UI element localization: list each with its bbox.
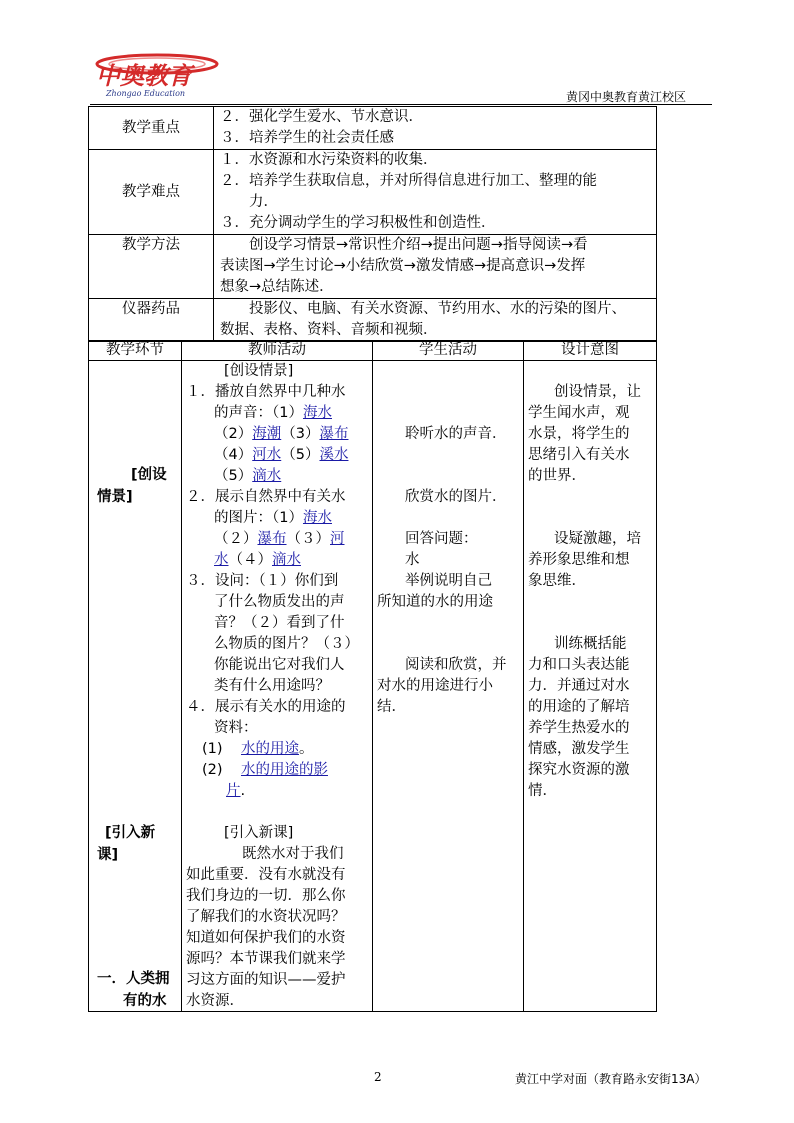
text-line: (2) 水的用途的影 <box>202 762 328 778</box>
text-line: （4）河水（5）溪水 <box>214 447 349 463</box>
text-line: 训练概括能 <box>554 636 627 652</box>
table-row <box>89 150 657 235</box>
text-line: 力．并通过对水 <box>528 678 630 694</box>
logo-graphic <box>92 50 222 100</box>
image-link-drip[interactable]: 滴水 <box>272 552 301 568</box>
text-line: 阅读和欣赏，并 <box>405 657 507 673</box>
audio-link-tide[interactable]: 海潮 <box>252 426 282 442</box>
image-link-waterfall[interactable]: 瀑布 <box>257 531 287 547</box>
stage-label: 一．人类拥 <box>97 971 170 987</box>
text-line: 回答问题： <box>405 531 478 547</box>
audio-link-stream[interactable]: 溪水 <box>319 447 349 463</box>
text-line: ３．充分调动学生的学习积极性和创造性． <box>220 215 496 231</box>
text-line: 了什么物质发出的声 <box>214 594 345 610</box>
table-row <box>89 299 657 342</box>
text-line: 音？（２）看到了什 <box>214 615 345 631</box>
row-label-key-points: 教学重点 <box>89 107 214 150</box>
text-line: 表读图→学生讨论→小结欣赏→激发情感→提高意识→发挥 <box>220 258 586 274</box>
usage-link[interactable]: 水的用途 <box>240 741 299 757</box>
header-student: 学生活动 <box>373 341 524 361</box>
stage-label: 课] <box>97 847 119 863</box>
text-line: 探究水资源的激 <box>528 762 630 778</box>
text-line: 养学生热爱水的 <box>528 720 630 736</box>
text-line: 习这方面的知识——爱护 <box>186 972 346 988</box>
audio-link-drip[interactable]: 滴水 <box>252 468 282 484</box>
text-line: 水（４）滴水 <box>214 552 301 568</box>
text-line: 学生闻水声，观 <box>528 405 630 421</box>
table-row <box>89 107 657 150</box>
text-line: ４．展示有关水的用途的 <box>186 699 346 715</box>
header-divider <box>90 104 712 105</box>
header-stage: 教学环节 <box>89 341 182 361</box>
text-line: 你能说出它对我们人 <box>214 657 345 673</box>
header-teacher: 教师活动 <box>182 341 373 361</box>
text-line: 的世界． <box>528 468 586 484</box>
text-line: [引入新课] <box>224 825 294 841</box>
usage-video-link-cont[interactable]: 片 <box>226 783 241 799</box>
text-line: 资料： <box>214 720 258 736</box>
text-line: 养形象思维和想 <box>528 552 630 568</box>
equipment-content <box>214 299 657 342</box>
text-line: 创设学习情景→常识性介绍→提出问题→指导阅读→看 <box>220 237 588 253</box>
company-logo <box>92 50 222 100</box>
text-line: (1) 水的用途。 <box>202 741 314 757</box>
text-line: 对水的用途进行小 <box>377 678 493 694</box>
table-header-row <box>89 341 657 361</box>
text-line: 结． <box>377 699 406 715</box>
text-line: 知道如何保护我们的水资 <box>186 930 346 946</box>
design-cell <box>524 361 657 1012</box>
text-line: 情． <box>528 783 557 799</box>
text-line: 力． <box>220 194 278 210</box>
text-line: 所知道的水的用途 <box>377 594 493 610</box>
stage-label: 情景] <box>97 489 133 505</box>
text-line: （2）海潮（3）瀑布 <box>214 426 349 442</box>
table-row <box>89 361 657 1012</box>
teacher-cell <box>182 361 373 1012</box>
text-line: 水景，将学生的 <box>528 426 630 442</box>
text-line: 象思维． <box>528 573 586 589</box>
text-line: 的用途的了解培 <box>528 699 630 715</box>
text-line: 情感，激发学生 <box>528 741 630 757</box>
row-label-difficulties: 教学难点 <box>89 150 214 235</box>
text-line: ２．展示自然界中有关水 <box>186 489 346 505</box>
text-line: 水资源． <box>186 993 244 1009</box>
text-line: 的图片：（1）海水 <box>214 510 332 526</box>
audio-link-river[interactable]: 河水 <box>252 447 282 463</box>
text-line: １．播放自然界中几种水 <box>186 384 346 400</box>
text-line: 创设情景，让 <box>554 384 641 400</box>
row-label-equipment: 仪器药品 <box>89 299 214 342</box>
text-line: 么物质的图片？（３） <box>214 636 359 652</box>
lesson-process-table <box>88 340 657 1012</box>
footer-address: 黄江中学对面（教育路永安街13A） <box>515 1072 707 1086</box>
header-design: 设计意图 <box>524 341 657 361</box>
text-line: 我们身边的一切．那么你 <box>186 888 346 904</box>
text-line: 如此重要．没有水就没有 <box>186 867 346 883</box>
text-line: [创设情景] <box>224 363 294 379</box>
row-label-method: 教学方法 <box>89 235 214 299</box>
text-line: ３．培养学生的社会责任感 <box>220 130 394 146</box>
text-line: 举例说明自己 <box>405 573 492 589</box>
school-name: 黄冈中奥教育黄江校区 <box>566 90 687 104</box>
text-line: １．水资源和水污染资料的收集． <box>220 152 438 168</box>
text-line: 类有什么用途吗？ <box>214 678 330 694</box>
image-link-sea[interactable]: 海水 <box>302 510 332 526</box>
text-line: 聆听水的声音． <box>405 426 507 442</box>
method-content <box>214 235 657 299</box>
stage-label: [引入新 <box>105 825 156 841</box>
stage-label: 有的水 <box>123 993 167 1009</box>
text-line: 思绪引入有关水 <box>528 447 630 463</box>
text-line: 的声音：（1）海水 <box>214 405 332 421</box>
image-link-river[interactable]: 河 <box>330 531 345 547</box>
logo-subtext: Zhongao Education <box>106 89 186 98</box>
stage-label: [创设 <box>131 467 167 483</box>
text-line: 源吗？本节课我们就来学 <box>186 951 346 967</box>
text-line: 欣赏水的图片． <box>405 489 507 505</box>
table-row <box>89 235 657 299</box>
stage-cell <box>89 361 182 1012</box>
text-line: 力和口头表达能 <box>528 657 630 673</box>
text-line: 了解我们的水资状况吗？ <box>186 909 346 925</box>
difficulties-content <box>214 150 657 235</box>
page-number: 2 <box>374 1070 382 1084</box>
text-line: （２）瀑布（３）河 <box>214 531 345 547</box>
text-line: （5）滴水 <box>214 468 282 484</box>
usage-video-link[interactable]: 水的用途的影 <box>240 762 328 778</box>
text-line: 投影仪、电脑、有关水资源、节约用水、水的污染的图片、 <box>220 301 626 317</box>
audio-link-sea[interactable]: 海水 <box>302 405 332 421</box>
image-link-river-cont[interactable]: 水 <box>214 552 229 568</box>
text-line: ２．强化学生爱水、节水意识． <box>220 109 423 125</box>
audio-link-waterfall[interactable]: 瀑布 <box>319 426 349 442</box>
lesson-info-table <box>88 106 657 342</box>
logo-text: 中奥教育 <box>96 62 192 90</box>
text-line: ２．培养学生获取信息，并对所得信息进行加工、整理的能 <box>220 173 597 189</box>
text-line: 片. <box>226 783 246 799</box>
spacer <box>186 802 372 823</box>
student-cell <box>373 361 524 1012</box>
text-line: 想象→总结陈述． <box>220 279 334 295</box>
text-line: ３．设问：（１）你们到 <box>186 573 339 589</box>
key-points-content <box>214 107 657 150</box>
text-line: 水 <box>405 552 420 568</box>
text-line: 设疑激趣，培 <box>554 531 641 547</box>
text-line: 既然水对于我们 <box>242 846 344 862</box>
text-line: 数据、表格、资料、音频和视频． <box>220 322 438 338</box>
